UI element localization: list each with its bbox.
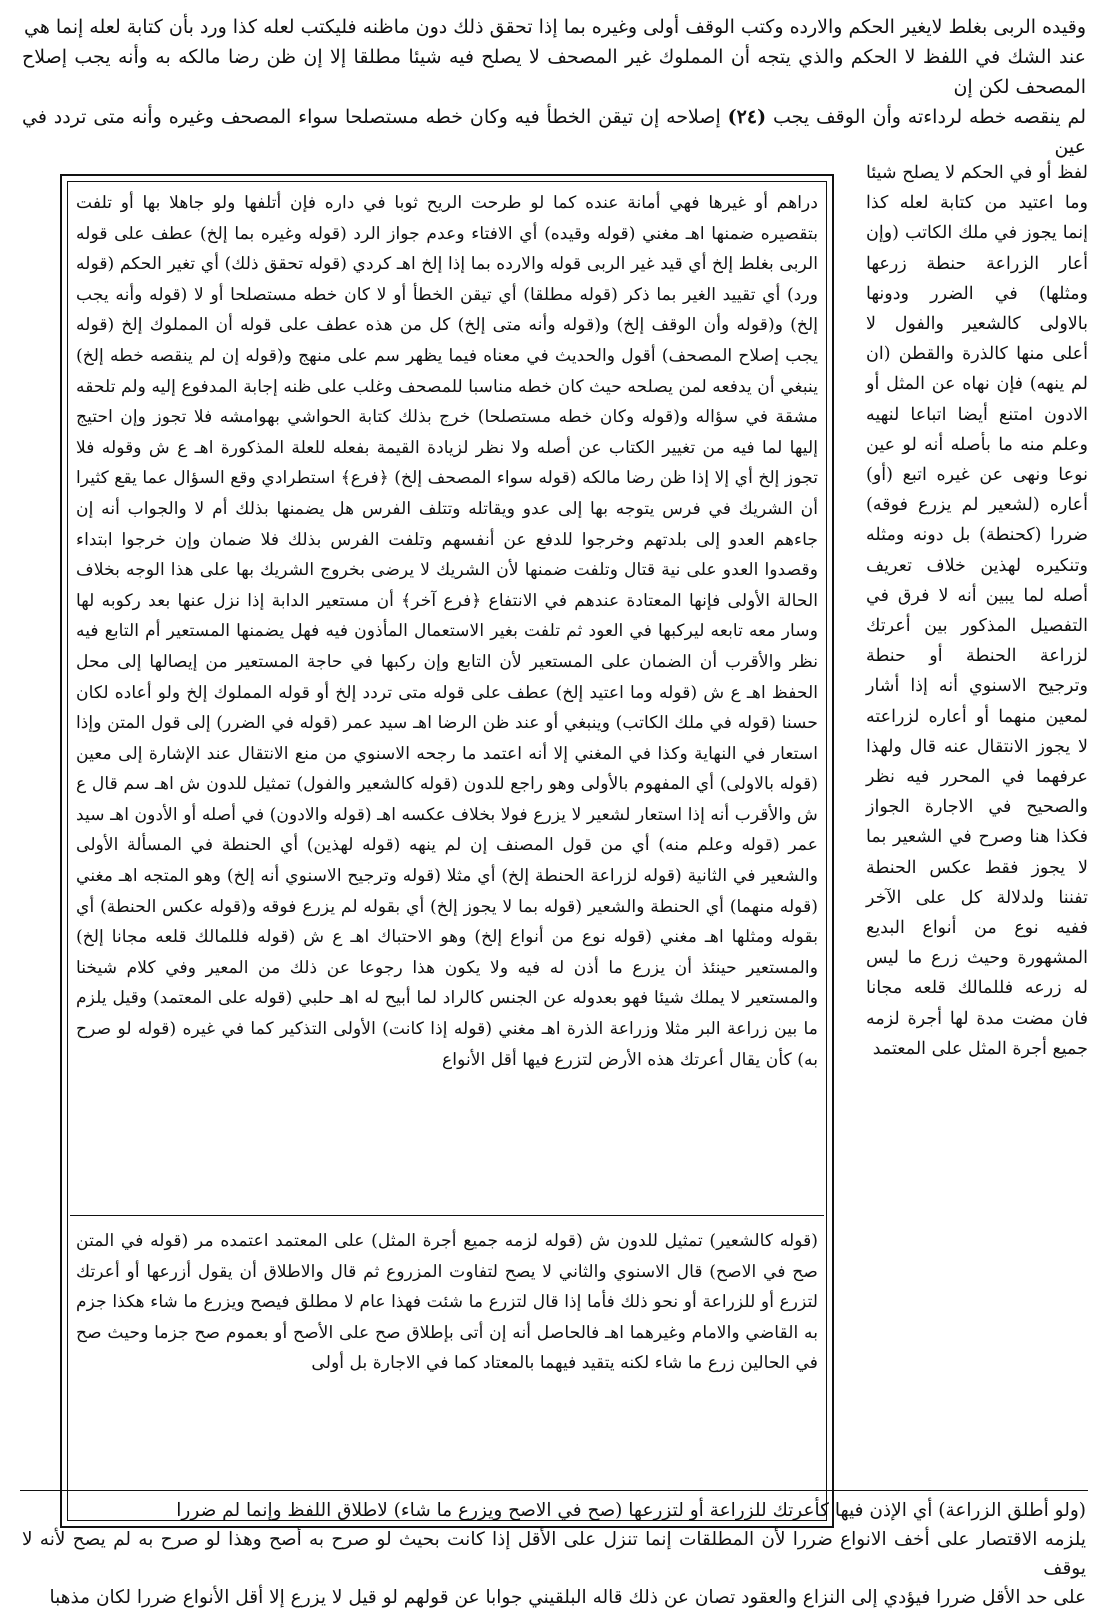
main-line: وقيده الربى بغلط لايغير الحكم والارده وكتب الوقف أولى وغيره بما إذا تحقق ذلك دون ماظنه فليكتب لعله كذا ورد بأن كتابة لعله إنما هي <box>24 16 1086 38</box>
commentary-divider <box>70 1215 824 1216</box>
margin-text-column <box>866 158 1088 1064</box>
main-line: (ولو أطلق الزراعة) أي الإذن فيها كأعرتك للزراعة أو لتزرعها (صح في الاصح ويزرع ما شاء) لاطلاق اللفظ وإنما لم ضررا <box>176 1500 1086 1521</box>
main-line: على حد الأقل ضررا فيؤدي إلى النزاع والعقود تصان عن ذلك قاله البلقيني جوابا عن قولهم لو قيل لا يزرع إلا أقل الأنواع ضررا لكان مذهبا <box>49 1587 1086 1608</box>
main-text-bottom <box>22 1496 1086 1612</box>
commentary-block: (قوله كالشعير) تمثيل للدون ش (قوله لزمه جميع أجرة المثل) على المعتمد اعتمده مر (قوله في المتن صح في الاصح) قال الاسنوي والثاني لا يصح لتفاوت المزروع ثم قال والاطلاق أن يقول أزرعها أو أعرتك لتزرع أو للزراعة أو نحو ذلك فأما إذا قال لتزرع ما شئت فهذا عام لا مطلق فيصح ويزرع ما شاء هكذا جزم به القاضي والامام وغيرهما اهـ فالحاصل أنه إن أتى بإطلاق صح على الأصح أو بعموم صح جزما وحيث صح في الحالين زرع ما شاء لكنه يتقيد فيهما بالمعتاد كما في الاجارة بل أولى <box>76 1231 818 1374</box>
commentary-lower <box>76 1226 818 1379</box>
main-text-top <box>22 12 1086 162</box>
commentary-upper <box>76 188 818 1075</box>
bottom-rule <box>20 1490 1088 1491</box>
page-number: (٢٤) <box>727 106 767 128</box>
main-line: عند الشك في اللفظ لا الحكم والذي يتجه أن المملوك غير المصحف لا يصلح فيه شيئا مطلقا إلا إن ظن رضا مالكه به وأنه يجب إصلاح المصحف لكن إن <box>22 46 1086 98</box>
margin-block: لفظ أو في الحكم لا يصلح شيئا وما اعتيد من كتابة لعله كذا إنما يجوز في ملك الكاتب (وإن أعار الزراعة حنطة زرعها ومثلها) في الضرر ودونها بالاولى كالشعير والفول لا أعلى منها كالذرة والقطن (ان لم ينهه) فإن نهاه عن المثل أو الادون امتنع أيضا اتباعا لنهيه وعلم منه ما بأصله أنه لو عين نوعا ونهى عن غيره اتبع (أو) أعاره (لشعير لم يزرع فوقه) ضررا (كحنطة) بل دونه ومثله وتنكيره لهذين خلاف تعريف أصله لما يبين أنه لا فرق في التفصيل المذكور بين أعرتك لزراعة الحنطة أو حنطة وترجيح الاسنوي أنه إذا أشار لمعين منهما أو أعاره لزراعته لا يجوز الانتقال عنه قال ولهذا عرفهما في المحرر فيه نظر والصحيح في الاجارة الجواز فكذا هنا وصرح في الشعير بما لا يجوز فقط عكس الحنطة تفننا ولدلالة كل على الآخر ففيه نوع من أنواع البديع المشهورة وحيث زرع ما ليس له زرعه فللمالك قلعه مجانا فان مضت مدة لها أجرة لزمه جميع أجرة المثل على المعتمد <box>866 163 1088 1059</box>
main-line-part: إصلاحه إن تيقن الخطأ فيه وكان خطه مستصلحا سواء المصحف وغيره وأنه متى تردد في عين <box>22 106 1086 158</box>
main-line-part: لم ينقصه خطه لرداءته وأن الوقف يجب <box>766 106 1086 128</box>
main-line <box>22 102 1086 162</box>
main-line: يلزمه الاقتصار على أخف الانواع ضررا لأن المطلقات إنما تنزل على الأقل إذا كانت بحيث لو صرح به أصح وهذا لو صرح به لم يصح لأنه لا يوقف <box>22 1529 1086 1579</box>
commentary-frame <box>60 174 834 1528</box>
commentary-block: دراهم أو غيرها فهي أمانة عنده كما لو طرحت الريح ثوبا في داره فإن أتلفها ولو جاهلا بها أو تلفت بتقصيره ضمنها اهـ مغني (قوله وقيده) أي الافتاء وعدم جواز الرد (قوله وغيره بما إلخ) عطف على قوله الربى بغلط إلخ أي قيد غير الربى قوله والارده بما إذا إلخ اهـ كردي (قوله تحقق ذلك) أي تغير الحكم (قوله ورد) أي تقييد الغير بما ذكر (قوله مطلقا) أي تيقن الخطأ أو لا كان خطه مستصلحا أو لا (قوله وأنه يجب إلخ) و(قوله وأن الوقف إلخ) و(قوله وأنه متى إلخ) كل من هذه عطف على قوله أن المملوك إلخ (قوله يجب إصلاح المصحف) أقول والحديث في معناه فيما يظهر سم على منهج و(قوله إن لم ينقصه خطه إلخ) ينبغي أن يدفعه لمن يصلحه حيث كان خطه مناسبا للمصحف وغلب على ظنه إجابة المدفوع إليه ولم تلحقه مشقة في سؤاله و(قوله وكان خطه مستصلحا) خرج بذلك كتابة الحواشي بهوامشه فلا تجوز وإن احتيج إليها لما فيه من تغيير الكتاب عن أصله ولا نظر لزيادة القيمة بفعله للعلة المذكورة اهـ ع ش وقوله فلا تجوز إلخ أي إلا إذا ظن رضا مالكه (قوله سواء المصحف إلخ) ﴿فرع﴾ استطرادي وقع السؤال عما يقع كثيرا أن الشريك في فرس يتوجه بها إلى عدو ويقاتله وتتلف الفرس هل يضمنها بذلك أم لا والجواب أنه إن جاءهم العدو إلى بلدتهم وخرجوا للدفع عن أنفسهم وتلفت الفرس بذلك فلا ضمان وإن خرجوا ابتداء وقصدوا العدو على نية قتال وتلفت ضمنها لأن الشريك لا يرضى بخروج الشريك بها على هذا الوجه بخلاف الحالة الأولى فإنها المعتادة عندهم في الانتفاع ﴿فرع آخر﴾ أن مستعير الدابة إذا نزل عنها بعد ركوبه لها وسار معه تابعه ليركبها في العود ثم تلفت بغير الاستعمال المأذون فيه فهل يضمنها المستعير أم التابع فيه نظر والأقرب أن الضمان على المستعير لأن التابع وإن ركبها في حاجة المستعير من إيصالها إلى محل الحفظ اهـ ع ش (قوله وما اعتيد إلخ) عطف على قوله متى تردد إلخ أو قوله المملوك إلخ ولو أعاده لكان حسنا (قوله في ملك الكاتب) وينبغي أو عند ظن الرضا اهـ سيد عمر (قوله في الضرر) إلى قول المتن وإذا استعار في النهاية وكذا في المغني إلا أنه اعتمد ما رجحه الاسنوي من منع الانتقال عند الإشارة إلى معين (قوله بالاولى) أي المفهوم بالأولى وهو راجع للدون (قوله كالشعير والفول) تمثيل للدون ش اهـ سم قال ع ش والأقرب أنه إذا استعار لشعير لا يزرع فولا بخلاف عكسه اهـ (قوله والادون) في أصله أو الأدون اهـ سيد عمر (قوله وعلم منه) أي من قول المصنف إن لم ينهه (قوله لهذين) أي الحنطة في المسألة الأولى والشعير في الثانية (قوله لزراعة الحنطة إلخ) أي مثلا (قوله وترجيح الاسنوي أنه إلخ) وهو المتجه اهـ مغني (قوله منهما) أي الحنطة والشعير (قوله بما لا يجوز إلخ) أي بقوله لم يزرع فوقه و(قوله عكس الحنطة) أي بقوله ومثلها اهـ مغني (قوله نوع من أنواع إلخ) وهو الاحتباك اهـ ع ش (قوله فللمالك قلعه مجانا إلخ) والمستعير حينئذ أن يزرع ما أذن له فيه ولا يكون هذا رجوعا عن ذلك من المعير وفي كلام شيخنا والمستعير لا يملك شيئا فهو بعدوله عن الجنس كالراد لما أبيح له اهـ حلبي (قوله على المعتمد) وقيل يلزم ما بين زراعة البر مثلا وزراعة الذرة اهـ مغني (قوله إذا كانت) الأولى التذكير كما في غيره (قوله لو صرح به) كأن يقال أعرتك هذه الأرض لتزرع فيها أقل الأنواع <box>76 193 818 1070</box>
